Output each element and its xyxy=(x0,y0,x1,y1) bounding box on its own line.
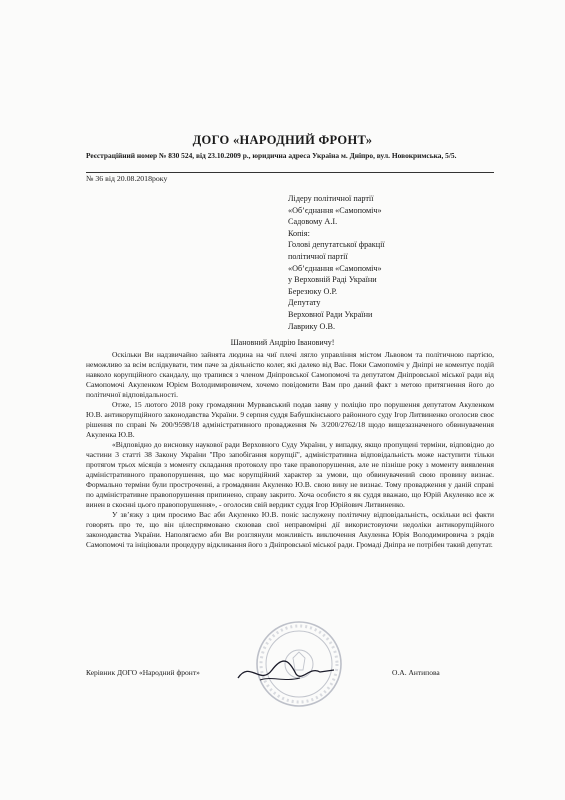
addressee-line: Лідеру політичної партії xyxy=(288,194,374,203)
addressee-line: Садовому А.І. xyxy=(288,217,338,227)
addressee-line: Лаврику О.В. xyxy=(288,321,335,331)
signer-position: Керівник ДОГО «Народний фронт» xyxy=(86,668,200,677)
addressee-line: у Верховній Раді України xyxy=(288,275,377,285)
outgoing-number: № 36 від 20.08.2018року xyxy=(86,174,168,183)
letter-body xyxy=(86,350,494,550)
addressee-line: Депутату xyxy=(288,298,321,308)
greeting: Шановний Андрію Івановичу! xyxy=(230,338,335,347)
addressee-line: «Об’єднання «Самопоміч» xyxy=(288,263,382,273)
addressee-line: політичної партії xyxy=(288,251,348,261)
body-paragraph: Оскільки Ви надзвичайно зайнята людина на чиї плечі лягло управління містом Львовом та політичною партією, неможливо за всім вслідкувати, тим паче за діяльністю колег, які далеко від Вас. Поки Самопоміч у Дніпрі не коментує подій навколо корупційного скандалу, що трапився з членом Дніпровської Самопомочі та депутатом Дніпровської міської ради від Самопомочі Акуленком Юрієм Володимировичем, хочемо повідомити Вам про даний факт з метою притягнення його до політичної відповідальності. xyxy=(86,350,494,399)
handwritten-signature-icon xyxy=(230,652,340,692)
addressee-line: Верховної Ради України xyxy=(288,309,373,319)
signer-name: О.А. Антипова xyxy=(392,668,440,677)
addressee-line: «Об’єднання «Самопоміч» xyxy=(288,205,382,215)
header-divider xyxy=(86,172,494,173)
body-paragraph: Отже, 15 лютого 2018 року громадянин Мурвавський подав заяву у поліцію про порушення депутатом Акуленком Ю.В. антикорупційного законодавства України. 9 серпня суддя Бабушкінського районного суду Ігор Литвиненко оголосив своє рішення по справі № 200/9598/18 адміністративного провадження № 3/200/2762/18 щодо вищезазначеного обвинувачення Акуленка Ю.В. xyxy=(86,400,494,439)
addressee-line: Голові депутатської фракції xyxy=(288,240,385,250)
addressee-line: Копія: xyxy=(288,228,310,238)
body-paragraph: У зв’язку з цим просимо Вас аби Акуленко Ю.В. поніс заслужену політичну відповідальність, оскільки всі факти говорять про те, що він цілеспрямовано скоював свої неправомірні дії використовуючи недоліки антикорупційного законодавства України. Наполягаємо аби Ви розглянули можливість виключення Акуленка Юрія Володимировича з рядів Самопомочі та ініціювали процедуру відкликання його з Дніпровської міської ради. Громаді Дніпра не потрібен такий депутат. xyxy=(86,510,494,549)
registration-info: Реєстраційний номер № 830 524, від 23.10.2009 р., юридична адреса Україна м. Дніпро, вул. Новокримська, 5/5. xyxy=(86,151,457,160)
body-paragraph: «Відповідно до висновку наукової ради Верховного Суду України, у випадку, якщо пропущені терміни, відповідно до частини 3 статті 38 Закону України "Про запобігання корупції", адміністративна відповідальність може наступити тільки протягом трьох місяців з моменту складання протоколу про таке правопорушення, але не пізніше року з моменту виявлення адміністративного правопорушення, що має корупційний характер за умови, що обвинувачений свою провину визнає. Формально терміни були простроченні, а громадянин Акуленко Ю.В. свою вину не визнає. Тому провадження у даній справі по адміністративне правопорушення припинено, справу закрито. Хоча особисто я як суддя вважаю, що Юрій Акуленко все ж винен в скоєнні цього правопорушення», - оголосив свій вердикт суддя Ігор Юрійович Литвиненко. xyxy=(86,440,494,509)
organization-title: ДОГО «НАРОДНИЙ ФРОНТ» xyxy=(192,133,373,147)
addressee-block xyxy=(288,193,488,332)
addressee-line: Березюку О.Р. xyxy=(288,286,338,296)
